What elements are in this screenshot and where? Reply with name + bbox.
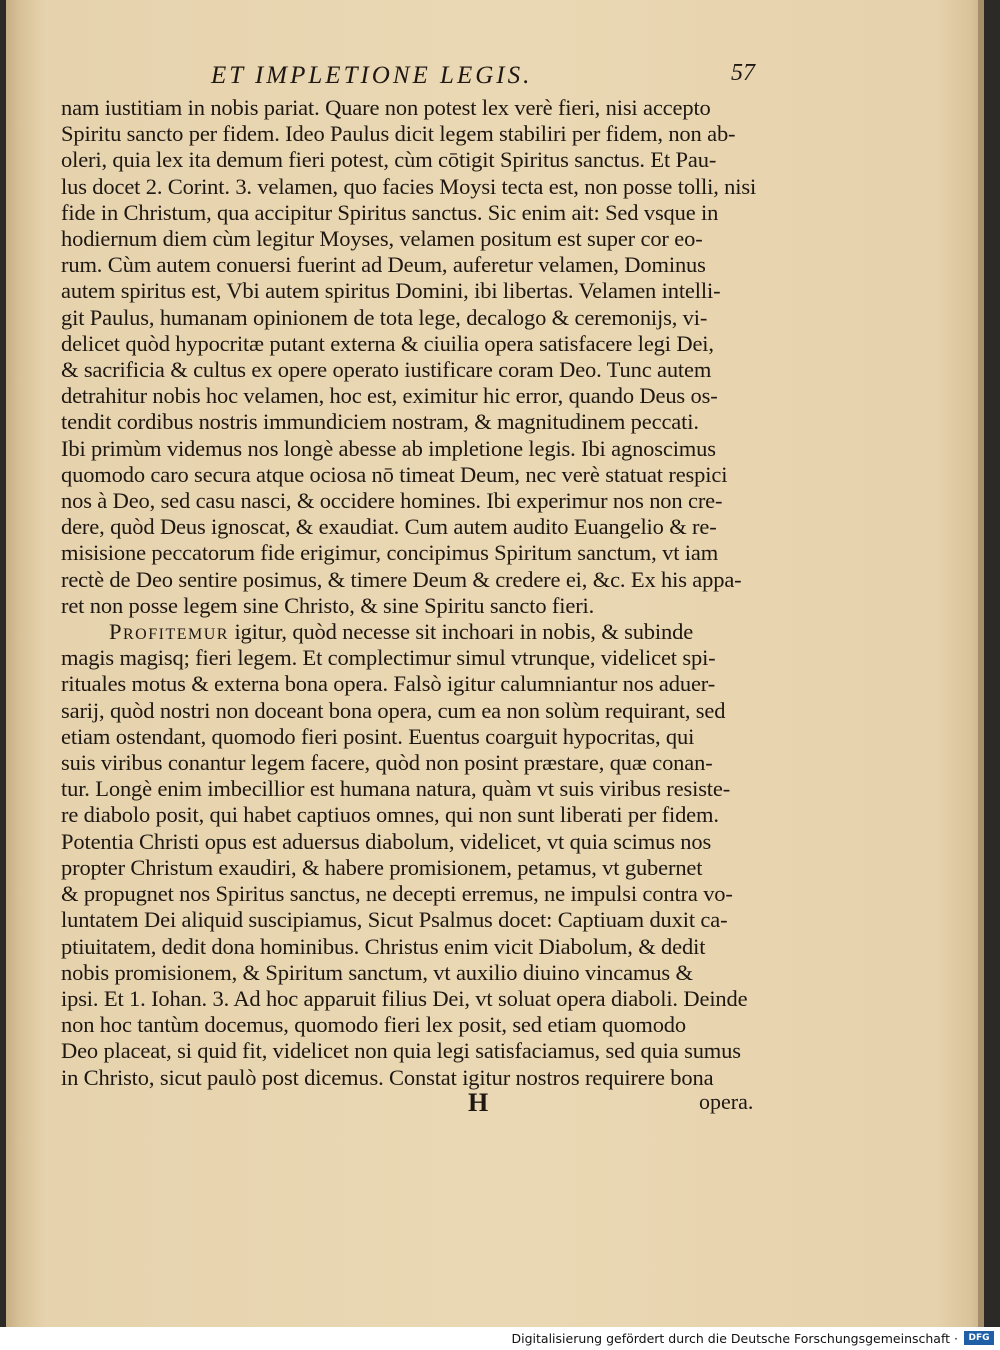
text-line: luntatem Dei aliquid suscipiamus, Sicut Psalmus docet: Captiuam duxit ca-: [61, 907, 728, 933]
text-line: rum. Cùm autem conuersi fuerint ad Deum, auferetur velamen, Dominus: [61, 252, 706, 278]
book-page: [6, 0, 984, 1327]
footer-bar: [0, 1327, 1000, 1350]
text-line: delicet quòd hypocritæ putant externa & ciuilia opera satisfacere legi Dei,: [61, 330, 714, 356]
text-line: nam iustitiam in nobis pariat. Quare non potest lex verè fieri, nisi accepto: [61, 95, 711, 120]
text-line: & propugnet nos Spiritus sanctus, ne decepti erremus, ne impulsi contra vo-: [61, 881, 733, 907]
text-line: oleri, quia lex ita demum fieri potest, cùm cōtigit Spiritus sanctus. Et Pau-: [61, 147, 717, 173]
text-line: quomodo caro secura atque ociosa nō timeat Deum, nec verè statuat respici: [61, 461, 728, 487]
footer-credit: Digitalisierung gefördert durch die Deutsche Forschungsgemeinschaft ·: [511, 1331, 958, 1346]
dfg-logo-icon: DFG: [964, 1331, 994, 1345]
text-line: misisione peccatorum fide erigimur, concipimus Spiritum sanctum, vt iam: [61, 540, 719, 566]
body-text: [61, 95, 781, 1091]
text-line: [61, 619, 781, 645]
text-line: tur. Longè enim imbecillior est humana natura, quàm vt suis viribus resiste-: [61, 776, 731, 802]
text-line: non hoc tantùm docemus, quomodo fieri lex posit, sed etiam quomodo: [61, 1012, 687, 1038]
page-number: 57: [731, 60, 755, 86]
signature-mark: H: [468, 1088, 489, 1117]
text-line: autem spiritus est, Vbi autem spiritus Domini, ibi libertas. Velamen intelli-: [61, 278, 721, 304]
text-line: hodiernum diem cùm legitur Moyses, velamen positum est super cor eo-: [61, 226, 703, 252]
text-line: ptiuitatem, dedit dona hominibus. Christus enim vicit Diabolum, & dedit: [61, 933, 706, 959]
text-line: & sacrificia & cultus ex opere operato iustificare coram Deo. Tunc autem: [61, 357, 712, 383]
text-line: ret non posse legem sine Christo, & sine Spiritu sancto fieri.: [61, 592, 595, 618]
initial-word: Profitemur: [109, 619, 229, 645]
text-line: Spiritu sancto per fidem. Ideo Paulus dicit legem stabiliri per fidem, non ab-: [61, 121, 736, 147]
text-line: Deo placeat, si quid fit, videlicet non quia legi satisfaciamus, sed quia sumus: [61, 1038, 741, 1064]
text-line: dere, quòd Deus ignoscat, & exaudiat. Cum autem audito Euangelio & re-: [61, 514, 717, 540]
text-line: rituales motus & externa bona opera. Falsò igitur calumniantur nos aduer-: [61, 671, 716, 697]
text-line: propter Christum exaudiri, & habere promisionem, petamus, vt gubernet: [61, 854, 703, 880]
text-line: suis viribus conantur legem facere, quòd non posint præstare, quæ conan-: [61, 750, 713, 776]
text-line: fide in Christum, qua accipitur Spiritus sanctus. Sic enim ait: Sed vsque in: [61, 199, 719, 225]
text-line: sarij, quòd nostri non doceant bona opera, cum ea non solùm requirant, sed: [61, 697, 726, 723]
text-line-rest: igitur, quòd necesse sit inchoari in nobis, & subinde: [228, 619, 694, 645]
text-line: lus docet 2. Corint. 3. velamen, quo facies Moysi tecta est, non posse tolli, nisi: [61, 173, 757, 199]
text-line: Potentia Christi opus est aduersus diabolum, videlicet, vt quia scimus nos: [61, 828, 712, 854]
catchword: opera.: [699, 1089, 754, 1114]
text-line: nos à Deo, sed casu nasci, & occidere homines. Ibi experimur nos non cre-: [61, 488, 723, 514]
text-line: in Christo, sicut paulò post dicemus. Constat igitur nostros requirere bona: [61, 1064, 714, 1090]
text-line: magis magisq; fieri legem. Et complectimur simul vtrunque, videlicet spi-: [61, 645, 716, 671]
text-line: etiam ostendant, quomodo fieri posint. Euentus coarguit hypocritas, qui: [61, 723, 695, 749]
running-head: ET IMPLETIONE LEGIS.: [211, 62, 533, 89]
text-line: git Paulus, humanam opinionem de tota lege, decalogo & ceremonijs, vi-: [61, 304, 708, 330]
text-line: detrahitur nobis hoc velamen, hoc est, eximitur hic error, quando Deus os-: [61, 383, 718, 409]
text-line: nobis promisionem, & Spiritum sanctum, vt auxilio diuino vincamus &: [61, 959, 693, 985]
text-line: ipsi. Et 1. Iohan. 3. Ad hoc apparuit filius Dei, vt soluat opera diaboli. Deinde: [61, 985, 748, 1011]
text-line: tendit cordibus nostris immundiciem nostram, & magnitudinem peccati.: [61, 409, 699, 435]
text-line: Ibi primùm videmus nos longè abesse ab impletione legis. Ibi agnoscimus: [61, 435, 716, 461]
text-line: rectè de Deo sentire posimus, & timere Deum & credere ei, &c. Ex his appa-: [61, 566, 742, 592]
text-line: re diabolo posit, qui habet captiuos omnes, qui non sunt liberati per fidem.: [61, 802, 719, 828]
